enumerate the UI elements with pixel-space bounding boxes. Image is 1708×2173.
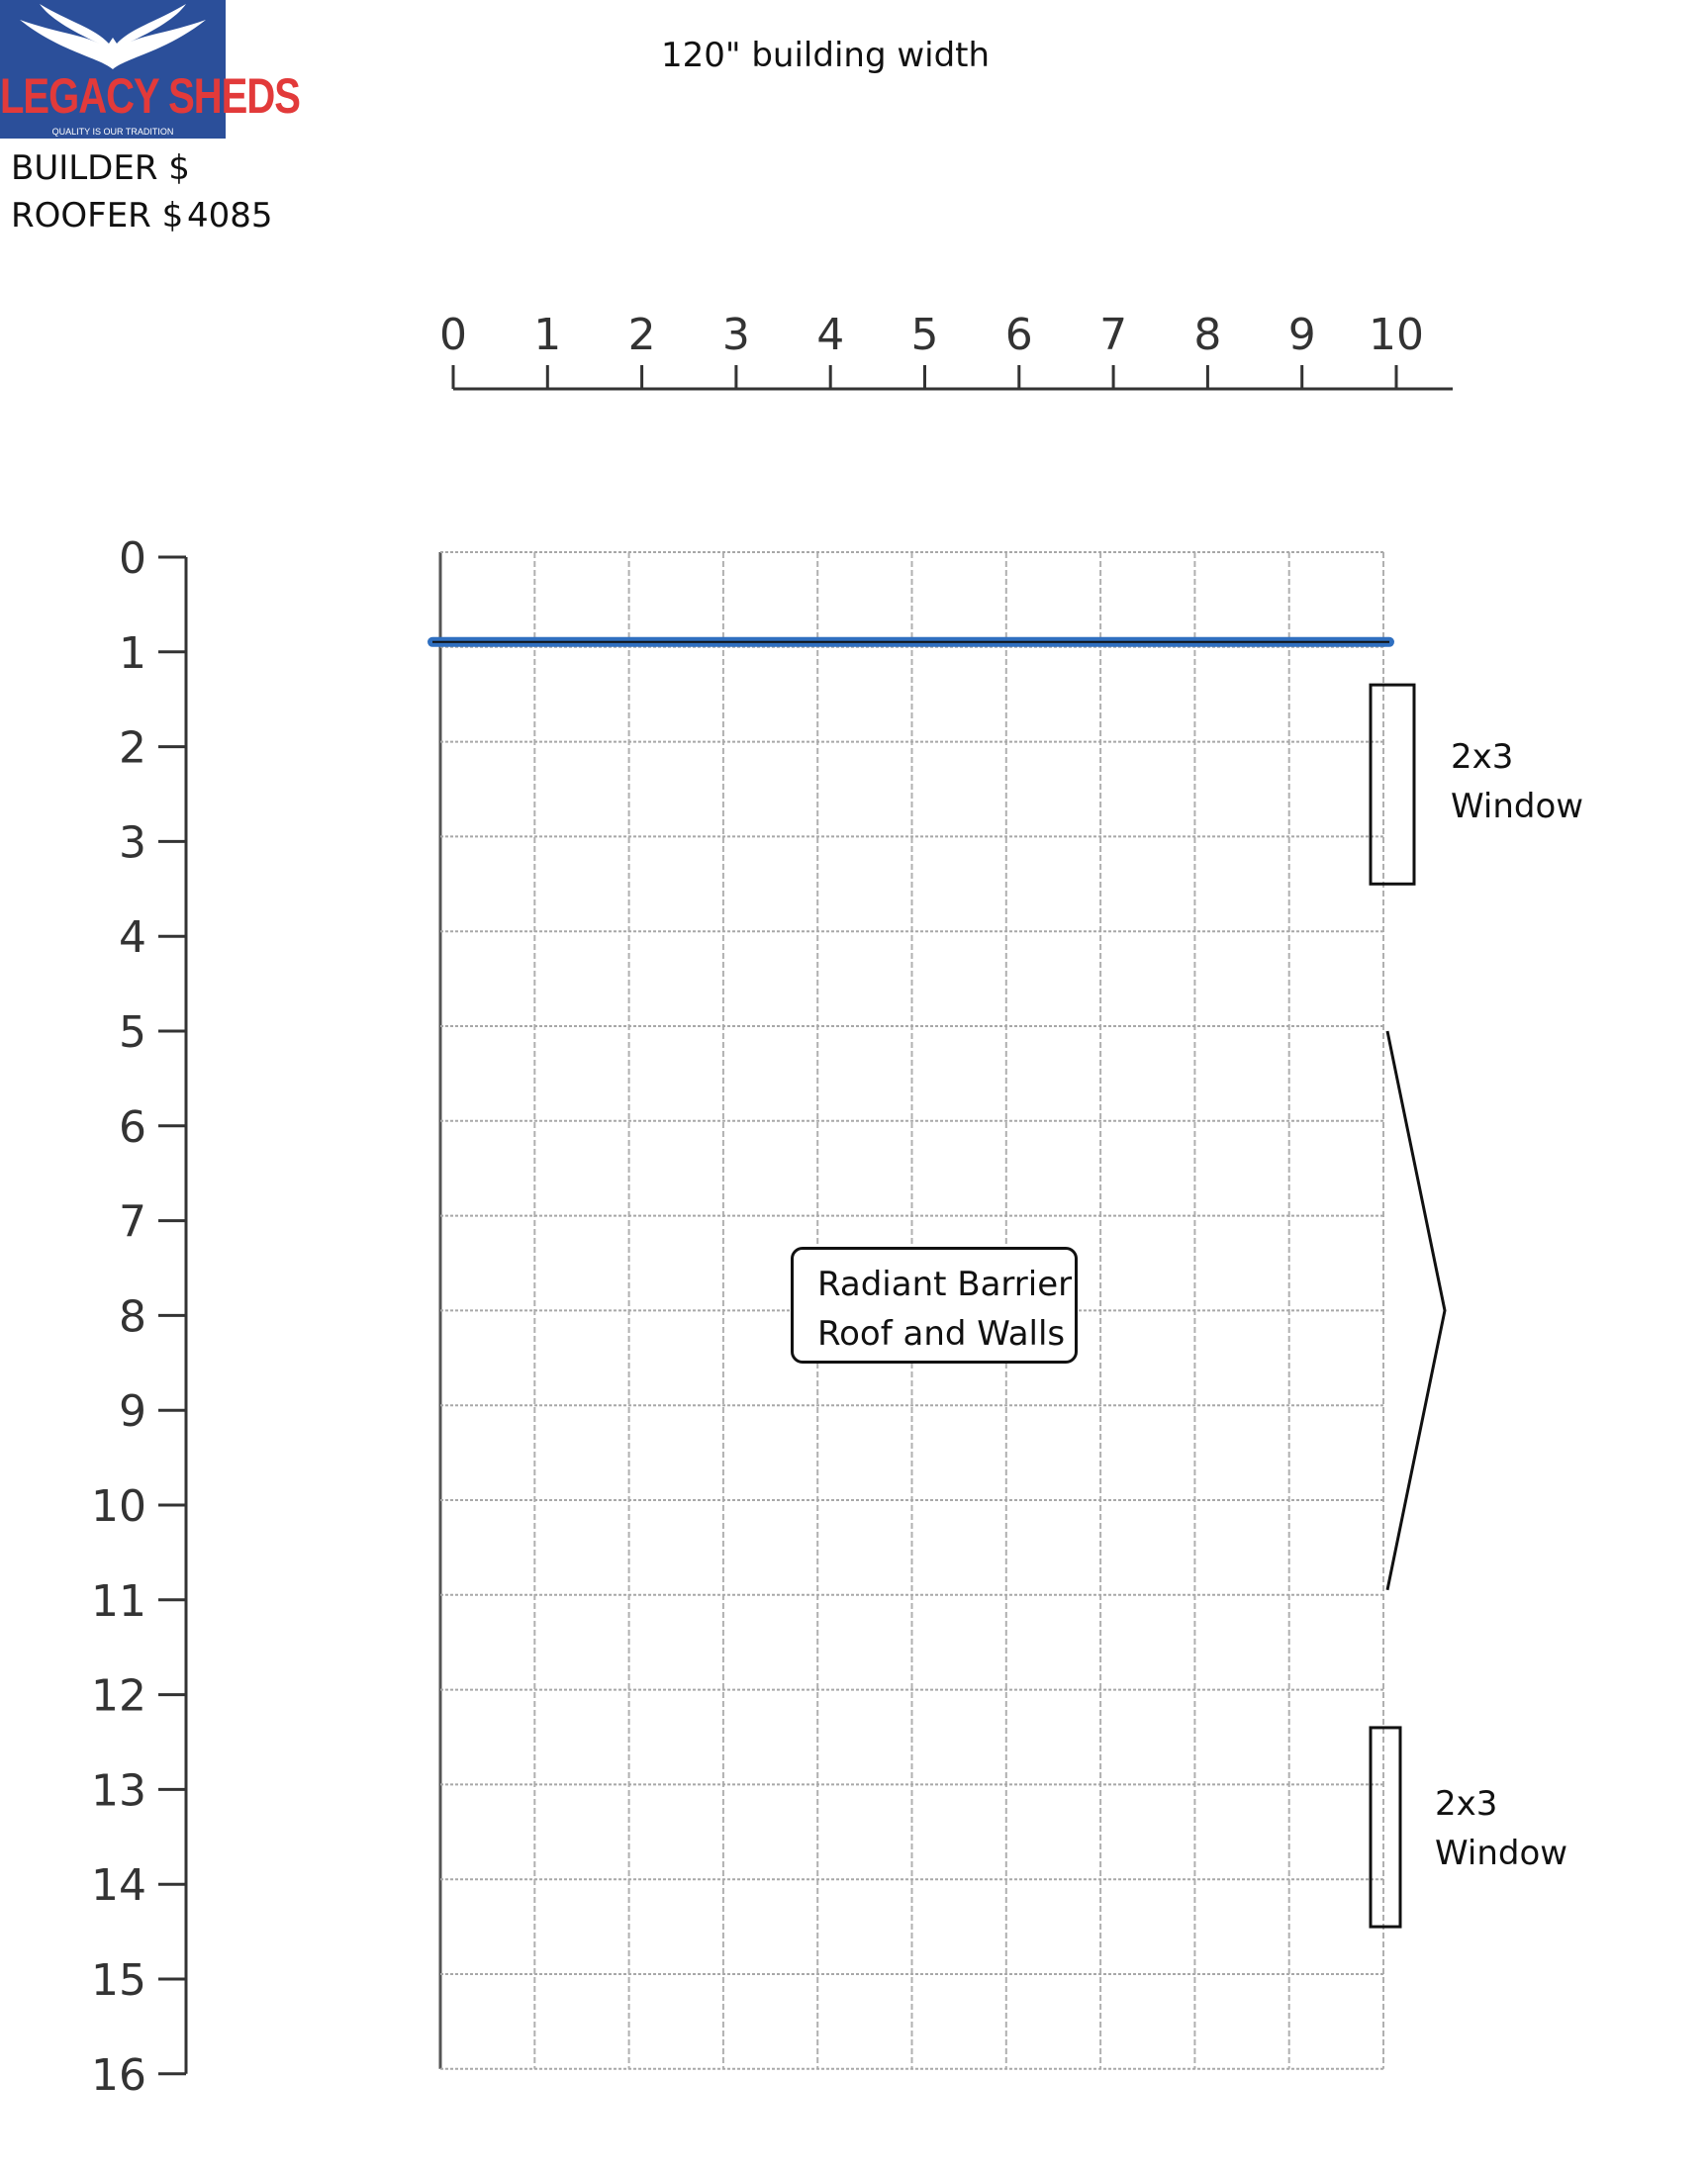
vertical-scale-label: 3 [119,817,146,869]
horizontal-scale-label: 3 [721,310,750,360]
vertical-scale-label: 11 [91,1575,146,1627]
horizontal-scale-label: 8 [1193,310,1222,360]
radiant-barrier-line2: Roof and Walls [817,1314,1066,1354]
top-window-text: Window [1451,787,1584,826]
vertical-scale-label: 10 [91,1481,146,1532]
horizontal-scale-label: 9 [1287,310,1316,360]
horizontal-scale-label: 6 [1004,310,1033,360]
top-window-label [1451,732,1583,831]
vertical-scale-label: 13 [91,1765,146,1817]
vertical-scale-label: 2 [119,722,146,774]
roofer-price-value: 4085 [187,196,273,236]
vertical-scale-label: 8 [119,1291,146,1343]
horizontal-scale-label: 4 [816,310,845,360]
logo-tagline: QUALITY IS OUR TRADITION [51,127,174,137]
door-bracket [1387,1031,1445,1590]
vertical-scale-label: 6 [119,1101,146,1153]
building-width-title: 120" building width [661,36,991,75]
vertical-scale-label: 5 [119,1007,146,1058]
roofer-price-label: ROOFER $ [11,196,184,236]
vertical-scale-label: 16 [91,2049,146,2101]
vertical-scale-label: 4 [119,912,146,964]
radiant-barrier-note [791,1247,1078,1364]
top-window-box [1371,685,1414,884]
vertical-scale-label: 1 [119,627,146,679]
bottom-window-box [1371,1728,1400,1927]
vertical-scale-label: 9 [119,1386,146,1438]
vertical-scale-label: 15 [91,1955,146,2006]
horizontal-scale-label: 1 [533,310,562,360]
top-window-size: 2x3 [1451,737,1514,777]
builder-price-label: BUILDER $ [11,148,190,188]
bottom-window-text: Window [1435,1834,1568,1873]
horizontal-scale-label: 0 [439,310,467,360]
bottom-window-size: 2x3 [1435,1784,1498,1824]
logo-name: LEGACY SHEDS [0,69,300,125]
horizontal-scale-label: 10 [1369,310,1424,360]
horizontal-scale-label: 7 [1099,310,1128,360]
bottom-window-label [1435,1779,1567,1878]
horizontal-scale-label: 2 [627,310,656,360]
radiant-barrier-line1: Radiant Barrier [817,1265,1073,1304]
vertical-scale-label: 14 [91,1860,146,1912]
horizontal-scale-label: 5 [910,310,939,360]
vertical-scale-label: 7 [119,1196,146,1248]
vertical-scale-label: 12 [91,1670,146,1722]
vertical-scale-label: 0 [119,533,146,584]
